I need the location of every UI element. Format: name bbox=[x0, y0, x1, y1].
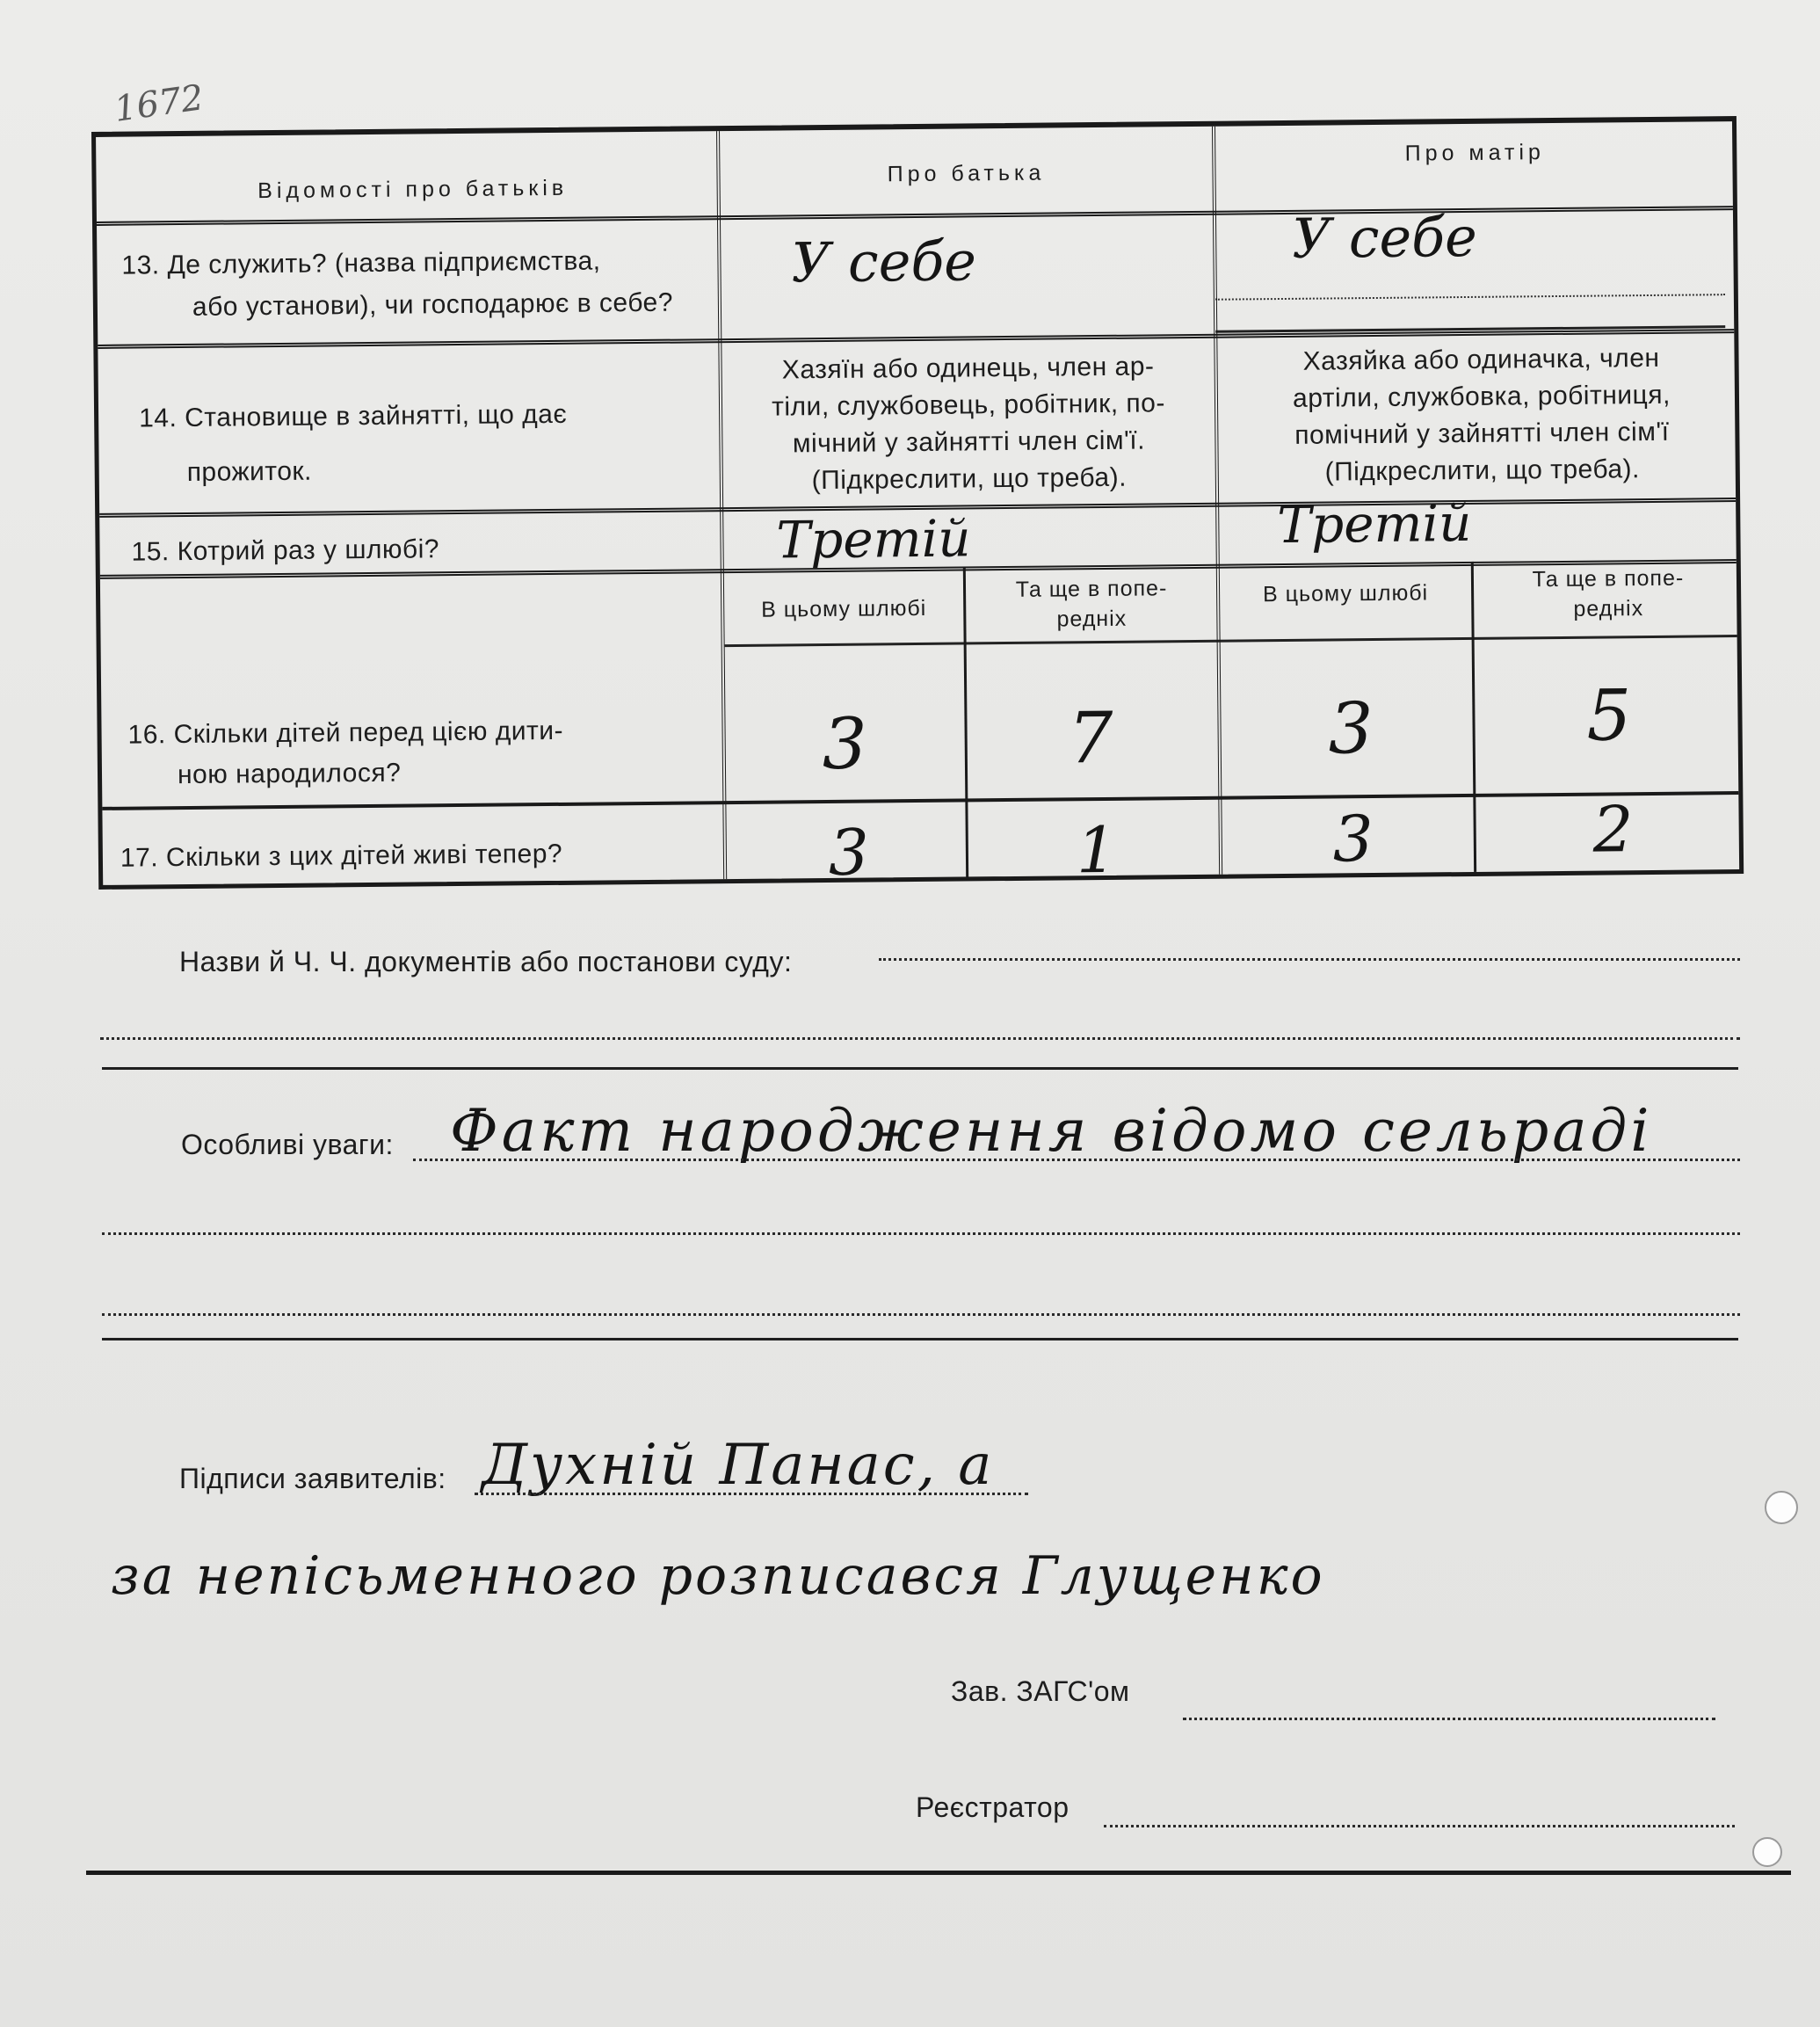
row14-father-options bbox=[730, 348, 1207, 500]
row17-mother-this: 3 bbox=[1332, 802, 1374, 876]
head-label: Зав. ЗАГС'ом bbox=[951, 1675, 1130, 1707]
row17-father-prev: 1 bbox=[1076, 812, 1118, 888]
table-line bbox=[1471, 562, 1476, 872]
binding-hole bbox=[1765, 1491, 1798, 1524]
row13-label-line1: 13. Де служить? (назва підприємства, bbox=[121, 246, 601, 280]
remarks-field-line2[interactable] bbox=[102, 1232, 1740, 1235]
remarks-value: Факт народження відомо сельраді bbox=[450, 1097, 1653, 1165]
table-line bbox=[97, 206, 1733, 229]
row16-label-line2: ною народилося? bbox=[177, 758, 402, 790]
row14-mother-line3: помічний у зайнятті член сім'ї bbox=[1294, 417, 1670, 450]
subheader-father-prev bbox=[968, 573, 1215, 636]
subheader-mother-prev-line2: редніх bbox=[1573, 596, 1644, 621]
remarks-field[interactable] bbox=[413, 1159, 1740, 1161]
bottom-rule bbox=[86, 1871, 1791, 1875]
signatures-value-line2: за непісьменного розписався Глущенко bbox=[111, 1545, 1325, 1607]
row14-label-line2: прожиток. bbox=[186, 456, 313, 487]
row17-label: 17. Скільки з цих дітей живі тепер? bbox=[120, 839, 563, 873]
subheader-father-prev-line2: редніх bbox=[1056, 606, 1128, 632]
header-mother: Про матір bbox=[1404, 140, 1546, 166]
row13-father-value: У себе bbox=[791, 229, 977, 295]
subheader-mother-prev-line1: Та ще в попе- bbox=[1532, 565, 1685, 592]
documents-field-line2[interactable] bbox=[100, 1037, 1740, 1040]
row14-mother-line2: артіли, службовка, робітниця, bbox=[1292, 380, 1671, 413]
parents-info-table bbox=[91, 116, 1744, 890]
table-line bbox=[1215, 294, 1725, 301]
table-line bbox=[102, 791, 1738, 810]
row14-father-line2: тіли, службовець, робітник, по- bbox=[772, 389, 1166, 422]
corner-archive-mark: 1672 bbox=[112, 77, 207, 130]
table-line bbox=[1212, 127, 1222, 875]
row13-mother-value: У себе bbox=[1291, 204, 1478, 271]
row16-label-line1: 16. Скільки дітей перед цією дити- bbox=[127, 716, 564, 750]
binding-hole bbox=[1752, 1837, 1782, 1867]
documents-field[interactable] bbox=[879, 958, 1740, 961]
subheader-father-this: В цьому шлюбі bbox=[761, 595, 927, 622]
remarks-label: Особливі уваги: bbox=[181, 1129, 394, 1160]
row17-father-this: 3 bbox=[828, 815, 870, 890]
section-rule bbox=[102, 1067, 1738, 1070]
row16-mother-prev: 5 bbox=[1586, 674, 1632, 757]
section-rule bbox=[102, 1338, 1738, 1340]
table-line bbox=[963, 566, 968, 876]
subheader-mother-this: В цьому шлюбі bbox=[1262, 580, 1429, 607]
row14-mother-line4: (Підкреслити, що треба). bbox=[1324, 454, 1641, 487]
row15-mother-value: Третій bbox=[1277, 492, 1472, 556]
signatures-value-line1: Духній Панас, а bbox=[482, 1433, 995, 1498]
row16-father-this: 3 bbox=[822, 702, 868, 786]
registrar-label: Реєстратор bbox=[916, 1791, 1070, 1823]
signatures-field[interactable] bbox=[475, 1493, 1028, 1495]
row14-mother-line1: Хазяйка або одиначка, член bbox=[1302, 343, 1660, 376]
registrar-signature-field[interactable] bbox=[1104, 1825, 1735, 1827]
head-signature-field[interactable] bbox=[1183, 1718, 1715, 1720]
row14-father-line4: (Підкреслити, що треба). bbox=[811, 462, 1128, 496]
row14-label-line1: 14. Становище в зайнятті, що дає bbox=[138, 399, 568, 433]
row16-father-prev: 7 bbox=[1068, 696, 1114, 780]
row14-father-line3: мічний у зайнятті член сім'ї. bbox=[792, 425, 1146, 459]
row15-father-value: Третій bbox=[776, 508, 971, 570]
row14-mother-options bbox=[1226, 339, 1737, 492]
row16-mother-this: 3 bbox=[1328, 687, 1374, 770]
signatures-label: Підписи заявителів: bbox=[179, 1463, 446, 1494]
header-parents-info: Відомості про батьків bbox=[257, 175, 569, 204]
subheader-mother-prev bbox=[1476, 563, 1741, 625]
row14-father-line1: Хазяїн або одинець, член ар- bbox=[781, 352, 1155, 385]
subheader-father-prev-line1: Та ще в попе- bbox=[1015, 576, 1168, 602]
documents-label: Назви й Ч. Ч. документів або постанови суду: bbox=[179, 946, 793, 977]
remarks-field-line3[interactable] bbox=[102, 1313, 1740, 1316]
row17-mother-prev: 2 bbox=[1592, 792, 1634, 867]
row13-label-line2: або установи), чи господарює в себе? bbox=[192, 287, 674, 322]
header-father: Про батька bbox=[887, 160, 1046, 187]
table-line bbox=[725, 635, 1737, 647]
row15-label: 15. Котрий раз у шлюбі? bbox=[131, 534, 440, 567]
